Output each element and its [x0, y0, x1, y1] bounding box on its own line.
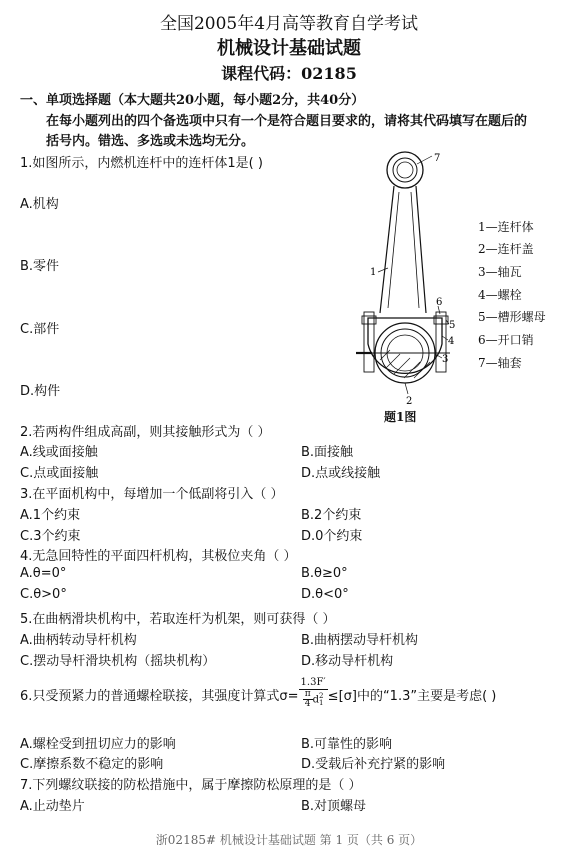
q6-formula-sub: 1 [319, 698, 324, 707]
q1-option-b: B.零件 [20, 259, 60, 274]
q7-option-a: A.止动垫片 [20, 799, 85, 814]
page-footer: 浙02185# 机械设计基础试题 第 1 页（共 6 页） [155, 833, 423, 847]
q2-option-b: B.面接触 [301, 445, 354, 460]
q5-option-d: D.移动导杆机构 [301, 654, 394, 669]
q6-option-d: D.受载后补充拧紧的影响 [301, 757, 446, 772]
q6-stem-suffix: ≤[σ]中的“1.3”主要是考虑( ) [327, 688, 497, 704]
legend-item: 4—螺栓 [478, 288, 522, 302]
section-heading: 一、单项选择题（本大题共20小题，每小题2分，共40分） [20, 93, 365, 108]
q2-option-c: C.点或面接触 [20, 466, 99, 481]
q6-stem-prefix: 6.只受预紧力的普通螺栓联接，其强度计算式σ= [20, 688, 299, 704]
q3-option-b: B.2个约束 [301, 508, 362, 523]
q6-stem [20, 670, 496, 718]
legend-item: 1—连杆体 [478, 220, 534, 234]
fig-label-5: 5 [449, 320, 456, 331]
q6-formula-numerator: 1.3F′ [300, 677, 326, 689]
q6-formula-4: 4 [304, 699, 311, 710]
subject-title: 机械设计基础试题 [217, 38, 361, 59]
q5-option-b: B.曲柄摆动导杆机构 [301, 633, 419, 648]
q2-option-d: D.点或线接触 [301, 466, 381, 481]
legend-item: 3—轴瓦 [478, 265, 522, 279]
q1-option-c: C.部件 [20, 322, 60, 337]
q6-formula-denominator [299, 690, 328, 710]
q5-option-c: C.摆动导杆滑块机构（摇块机构） [20, 654, 216, 669]
q1-stem: 1.如图所示，内燃机连杆中的连杆体1是( ) [20, 156, 263, 171]
instruction-line-2: 括号内。错选、多选或未选均无分。 [46, 134, 255, 149]
connecting-rod-figure [350, 148, 460, 410]
course-code: 课程代码：02185 [221, 64, 357, 83]
q2-stem: 2.若两构件组成高副，则其接触形式为（ ） [20, 425, 271, 440]
q2-option-a: A.线或面接触 [20, 445, 98, 460]
q6-formula-pi: π [304, 688, 311, 699]
q5-stem: 5.在曲柄滑块机构中，若取连杆为机架，则可获得（ ） [20, 612, 336, 627]
q3-option-d: D.0个约束 [301, 529, 363, 544]
q6-formula-d: d [312, 694, 320, 706]
fig-label-2: 2 [406, 396, 413, 407]
q3-stem: 3.在平面机构中，每增加一个低副将引入（ ） [20, 487, 284, 502]
fig-label-4: 4 [448, 336, 455, 347]
q3-option-a: A.1个约束 [20, 508, 81, 523]
q5-option-a: A.曲柄转动导杆机构 [20, 633, 137, 648]
q6-option-a: A.螺栓受到扭切应力的影响 [20, 737, 176, 752]
legend-item: 5—槽形螺母 [478, 310, 546, 324]
fig-label-3: 3 [442, 354, 449, 365]
q7-stem: 7.下列螺纹联接的防松措施中，属于摩擦防松原理的是（ ） [20, 778, 362, 793]
q4-option-d: D.θ<0° [301, 587, 349, 602]
q4-option-c: C.θ>0° [20, 587, 67, 602]
exam-title: 全国2005年4月高等教育自学考试 [159, 14, 419, 34]
q4-option-b: B.θ≥0° [301, 566, 348, 581]
fig-label-7: 7 [434, 153, 441, 164]
q1-option-d: D.构件 [20, 384, 61, 399]
q6-formula [299, 678, 328, 709]
figure-caption: 题1图 [384, 410, 417, 424]
q7-option-b: B.对顶螺母 [301, 799, 367, 814]
q3-option-c: C.3个约束 [20, 529, 81, 544]
legend-item: 2—连杆盖 [478, 242, 534, 256]
q6-formula-exp: 2 [319, 691, 324, 700]
fig-label-1: 1 [370, 267, 377, 278]
legend-item: 6—开口销 [478, 333, 534, 347]
q6-option-c: C.摩擦系数不稳定的影响 [20, 757, 164, 772]
q1-option-a: A.机构 [20, 197, 59, 212]
fig-label-6: 6 [436, 297, 443, 308]
instruction-line-1: 在每小题列出的四个备选项中只有一个是符合题目要求的，请将其代码填写在题后的 [46, 114, 528, 129]
q6-option-b: B.可靠性的影响 [301, 737, 393, 752]
q4-option-a: A.θ=0° [20, 566, 67, 581]
q4-stem: 4.无急回特性的平面四杆机构，其极位夹角（ ） [20, 549, 297, 564]
legend-item: 7—轴套 [478, 356, 522, 370]
